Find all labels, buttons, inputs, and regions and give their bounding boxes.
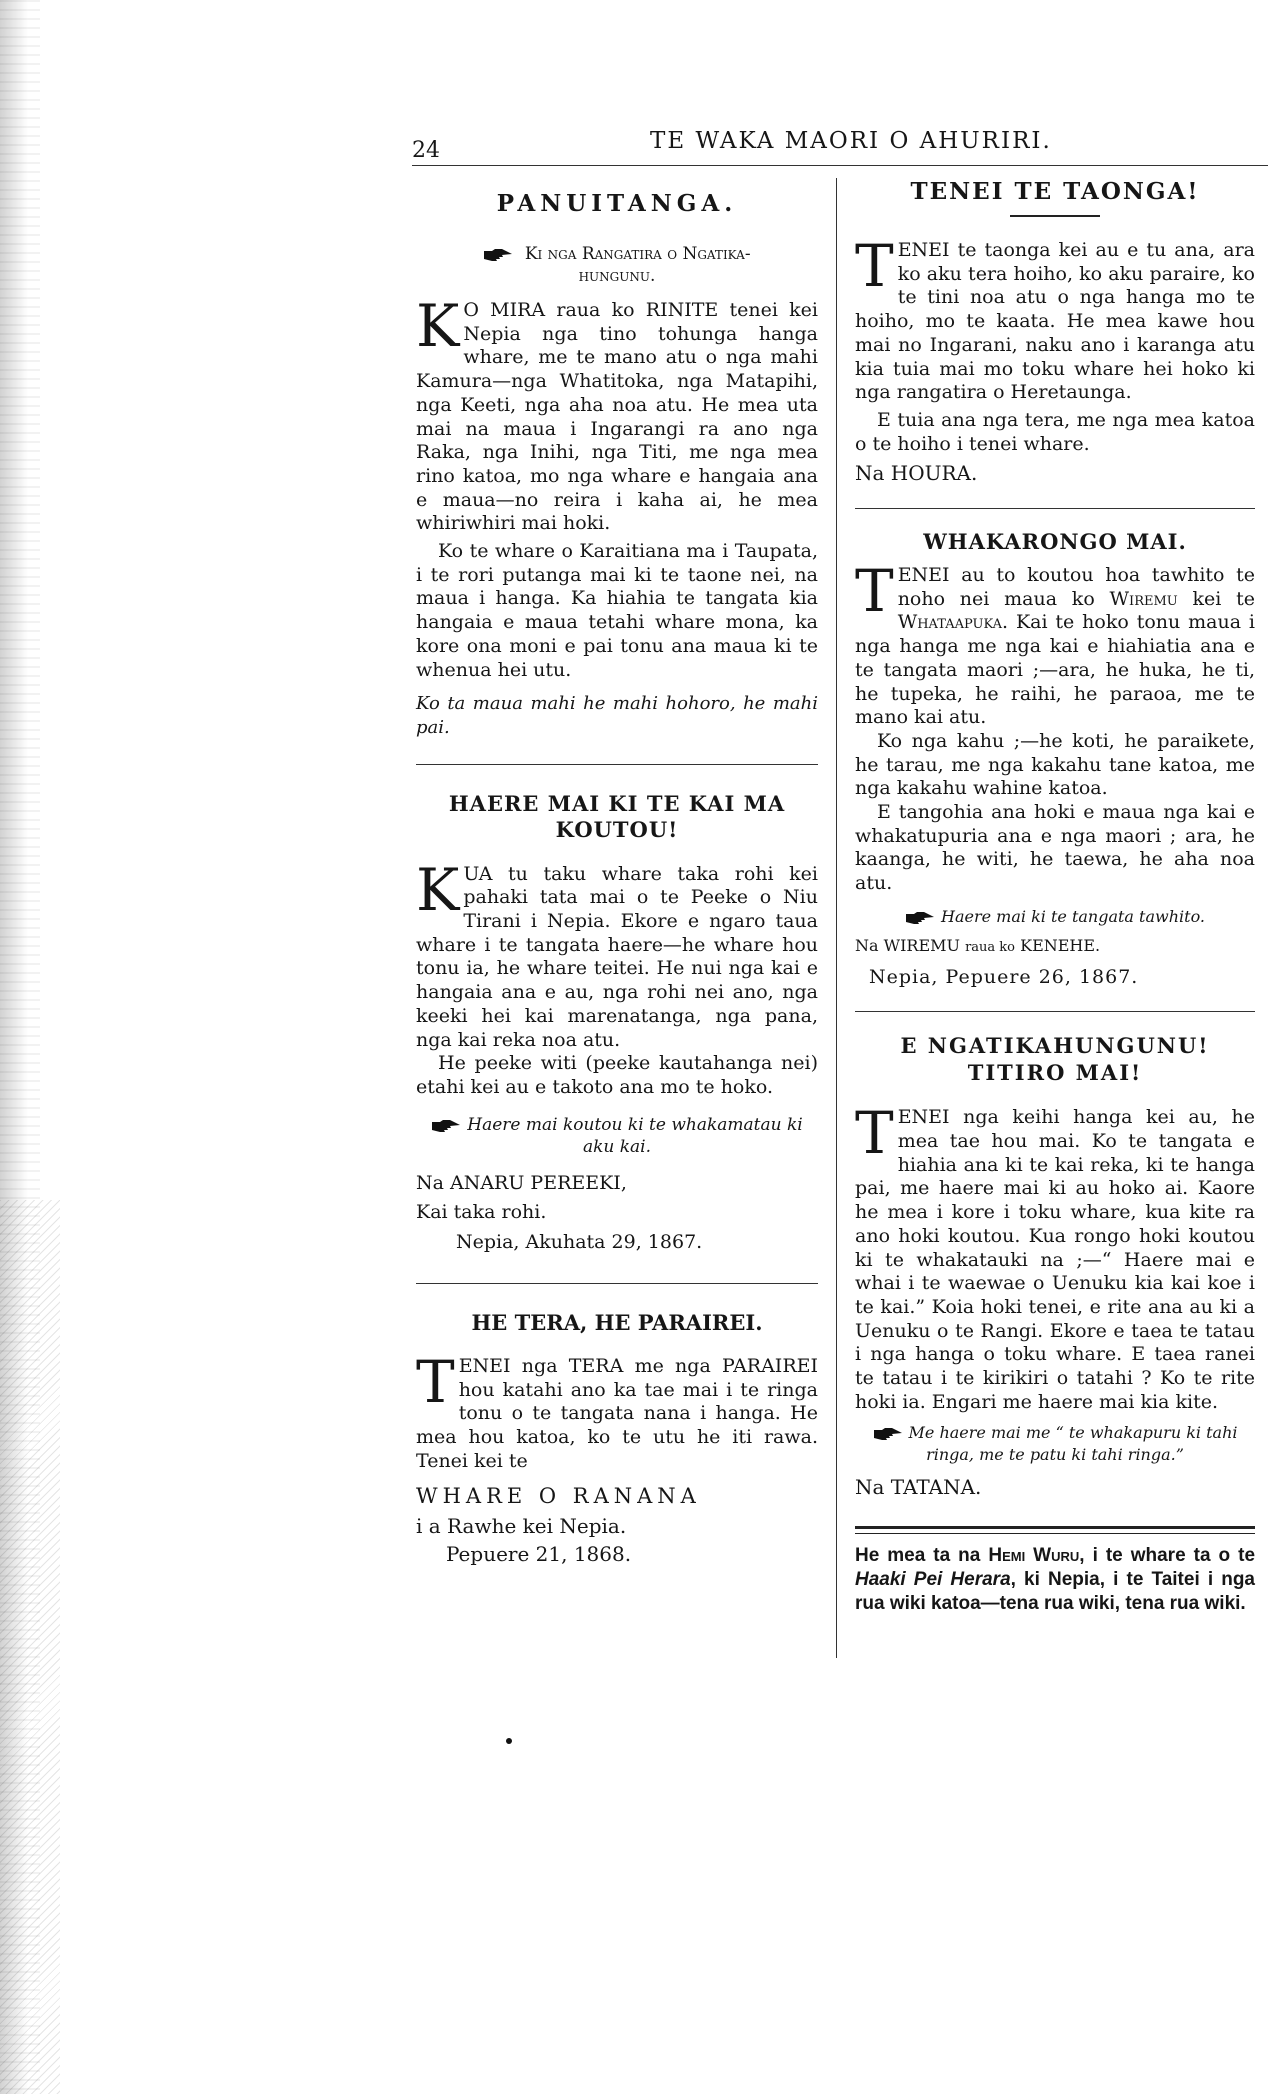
merchant-name: Wiremu [1109,587,1178,610]
pointing-hand-icon [873,1427,903,1440]
page-number: 24 [412,138,440,163]
drop-cap: T [855,1099,894,1168]
pointing-hand-icon [483,248,513,261]
paper-name: Haaki Pei Herara [855,1568,1011,1590]
header-rule [412,165,1268,166]
pointing-hand-icon [431,1119,461,1132]
paragraph-text: O MIRA raua ko RINITE tenei kei Nepia nga tino tohunga hanga whare, me te mano atu o nga mahi Kamura—nga Whatitoka, nga Matapihi, nga Keeti, nga aha noa atu. He mea uta mai na maua i Ingarangi ra ano nga Raka, nga Inihi, nga Titi, me nga mea rino katoa, mo nga whare e hangaia ana e maua—no reira i kaha ai, he mea whiriwhiri mai hoki. [416,299,818,535]
paragraph-text: ENEI au to koutou hoa tawhito te noho nei maua ko [897,564,1255,610]
section-divider [855,508,1255,509]
panuitanga-notice [416,243,818,287]
haere-mai-notice [416,1114,818,1158]
signature-name: KENEHE. [1020,935,1101,955]
drop-cap: T [416,1347,455,1416]
footer-double-rule [855,1526,1255,1534]
paragraph-text: kei te [1177,587,1255,610]
he-tera-paragraph [416,1347,818,1474]
place-name: Whataapuka [897,611,1003,634]
paragraph-text: UA tu taku whare taka rohi kei pahaki tata mai o te Peeke o Niu Tirani i Nepia. Ekore e ngaro taua whare i te tangata haere—he whare hou tonu ia, he whare teitei. He nui nga kai e hangaia ana e au, nga rohi nei ano, nga keeki hei kai marenatanga, nga pana, nga kai reka noa atu. [416,862,818,1051]
imprint-text: He mea ta na [855,1545,989,1567]
haere-mai-signature: Na ANARU PEREEKI, [416,1171,627,1194]
pointing-hand-icon [905,911,935,924]
right-column [855,178,1255,1615]
running-title: TE WAKA MAORI O AHURIRI. [650,128,1052,154]
signature-conjunction: raua ko [965,939,1016,955]
paragraph-text: ENEI nga TERA me nga PARAIREI hou katahi ano ka tae mai i te ringa tonu o te tangata nana i hanga. He mea hou katoa, ko te utu he iti rawa. Tenei kei te [416,1354,818,1472]
panuitanga-section [416,190,818,740]
haere-mai-trade: Kai taka rohi. [416,1201,547,1224]
section-divider [855,1011,1255,1012]
tenei-te-taonga-section [855,178,1255,486]
whakarongo-mai-paragraph-3: E tangohia ana hoki e maua nga kai e whakatupuria ana e nga maori ; ara, he kaanga, he witi, he taewa, he aha noa atu. [855,801,1255,895]
haere-mai-section [416,791,818,1255]
ngatikahungunu-notice [855,1422,1255,1466]
ngatikahungunu-paragraph [855,1099,1255,1414]
he-tera-title: HE TERA, HE PARAIREI. [471,1309,763,1335]
panuitanga-notice-prefix: Ki nga Rangatira o Ngatika- [524,244,751,264]
ngatikahungunu-section [855,1032,1255,1500]
tenei-te-taonga-paragraph-1 [855,232,1255,405]
drop-cap: T [855,557,894,626]
panuitanga-motto: Ko ta maua mahi he mahi hohoro, he mahi pai. [416,693,818,738]
paragraph-text: ENEI te taonga kei au e tu ana, ara ko aku tera hoiho, ko aku paraire, ko te tini noa atu o nga hanga mo te hoiho, mo te kaata. He mea kawe hou mai no Ingarani, naku ano i karanga atu kia tuia mai mo toku whare hei hoko ki nga rangatira o Heretaunga. [855,239,1255,404]
section-divider [416,1283,818,1284]
he-tera-section [416,1310,818,1567]
panuitanga-paragraph-1 [416,292,818,536]
column-rule [836,178,837,1658]
he-tera-shop: WHARE O RANANA [416,1484,701,1509]
notice-text: Haere mai koutou ki te whakamatau ki aku kai. [467,1114,803,1157]
whakarongo-mai-signature [855,934,1255,960]
section-divider [416,764,818,765]
haere-mai-paragraph-1 [416,855,818,1053]
whakarongo-mai-title: WHAKARONGO MAI. [923,529,1187,555]
whakarongo-mai-date: Nepia, Pepuere 26, 1867. [869,965,1139,988]
tenei-te-taonga-signature: Na HOURA. [855,461,978,486]
whakarongo-mai-paragraph-2: Ko nga kahu ;—he koti, he paraikete, he tarau, me nga kakahu tane katoa, me nga kakahu wahine katoa. [855,729,1255,800]
notice-text: Haere mai ki te tangata tawhito. [940,906,1206,926]
drop-cap: K [416,292,460,360]
tenei-te-taonga-paragraph-2: E tuia ana nga tera, me nga mea katoa o te hoiho i tenei whare. [855,408,1255,455]
page-edge-speckle [0,1200,60,2094]
haere-mai-title: HAERE MAI KI TE KAI MA KOUTOU! [448,790,786,842]
left-column [416,178,818,1566]
paragraph-text: . Kai te hoko tonu maua i nga hanga me nga kai e hiahiatia ana e te tangata maori ;—ara, he huka, he ti, he tupeka, he raihi, he paraoa, me te mano kai atu. [855,611,1255,729]
paragraph-text: ENEI nga keihi hanga kei au, he mea tae hou mai. Ko te tangata e hiahia ana ki te kai reka, ki te hanga pai, me haere mai ki au hoko ai. Kaore he mea i kore i toku whare, kua kite ra ano hoki koutou. Kua rongo hoki koutou ki te whakatauki na ;—“ Haere mai e whai i te waewae o Uenuku kia kai koe i te kai.” Koia hoki tenei, e rite ana au ki a Uenuku o te Rangi. Ekore e taea te tatau i nga hanga o toku whare. E taea ranei te tatau i te kirikiri o tatahi ? Ko te rite hoki ia. Engari me haere mai kia kite. [855,1106,1255,1413]
drop-cap: K [416,855,460,924]
whakarongo-mai-notice [855,906,1255,928]
whakarongo-mai-section [855,529,1255,989]
he-tera-place: i a Rawhe kei Nepia. [416,1514,627,1539]
panuitanga-paragraph-2: Ko te whare o Karaitiana ma i Taupata, i te rori putanga mai ki te taone nei, na maua i hanga. Ka hiahia te tangata kia hangaia e maua tetahi whare mona, ka kore ona moni e pai tonu ana maua ki te whenua hei utu. [416,540,818,681]
ngatikahungunu-title: E NGATIKAHUNGUNU! TITIRO MAI! [900,1033,1210,1086]
panuitanga-title: PANUITANGA. [496,190,738,217]
imprint-text: , i te whare ta o te [1079,1545,1256,1567]
ngatikahungunu-signature: Na TATANA. [855,1475,982,1500]
ink-dot [506,1738,512,1744]
title-underline [1010,215,1100,217]
whakarongo-mai-paragraph-1 [855,557,1255,730]
tenei-te-taonga-title: TENEI TE TAONGA! [910,178,1200,205]
imprint-text: , ki Nepia, i te Taitei i nga rua wiki katoa—tena rua wiki, tena rua wiki. [855,1568,1255,1614]
drop-cap: T [855,232,894,300]
haere-mai-date: Nepia, Akuhata 29, 1867. [456,1231,703,1254]
printer-imprint [855,1544,1255,1615]
printer-name: Hemi Wuru [988,1545,1080,1567]
he-tera-date: Pepuere 21, 1868. [446,1541,632,1566]
haere-mai-paragraph-2: He peeke witi (peeke kautahanga nei) etahi kei au e takoto ana mo te hoko. [416,1052,818,1098]
notice-text: Me haere mai me “ te whakapuru ki tahi ringa, me te patu ki tahi ringa.” [908,1423,1238,1465]
signature-name: Na WIREMU [855,935,960,955]
panuitanga-notice-suffix: hungunu. [578,266,656,286]
